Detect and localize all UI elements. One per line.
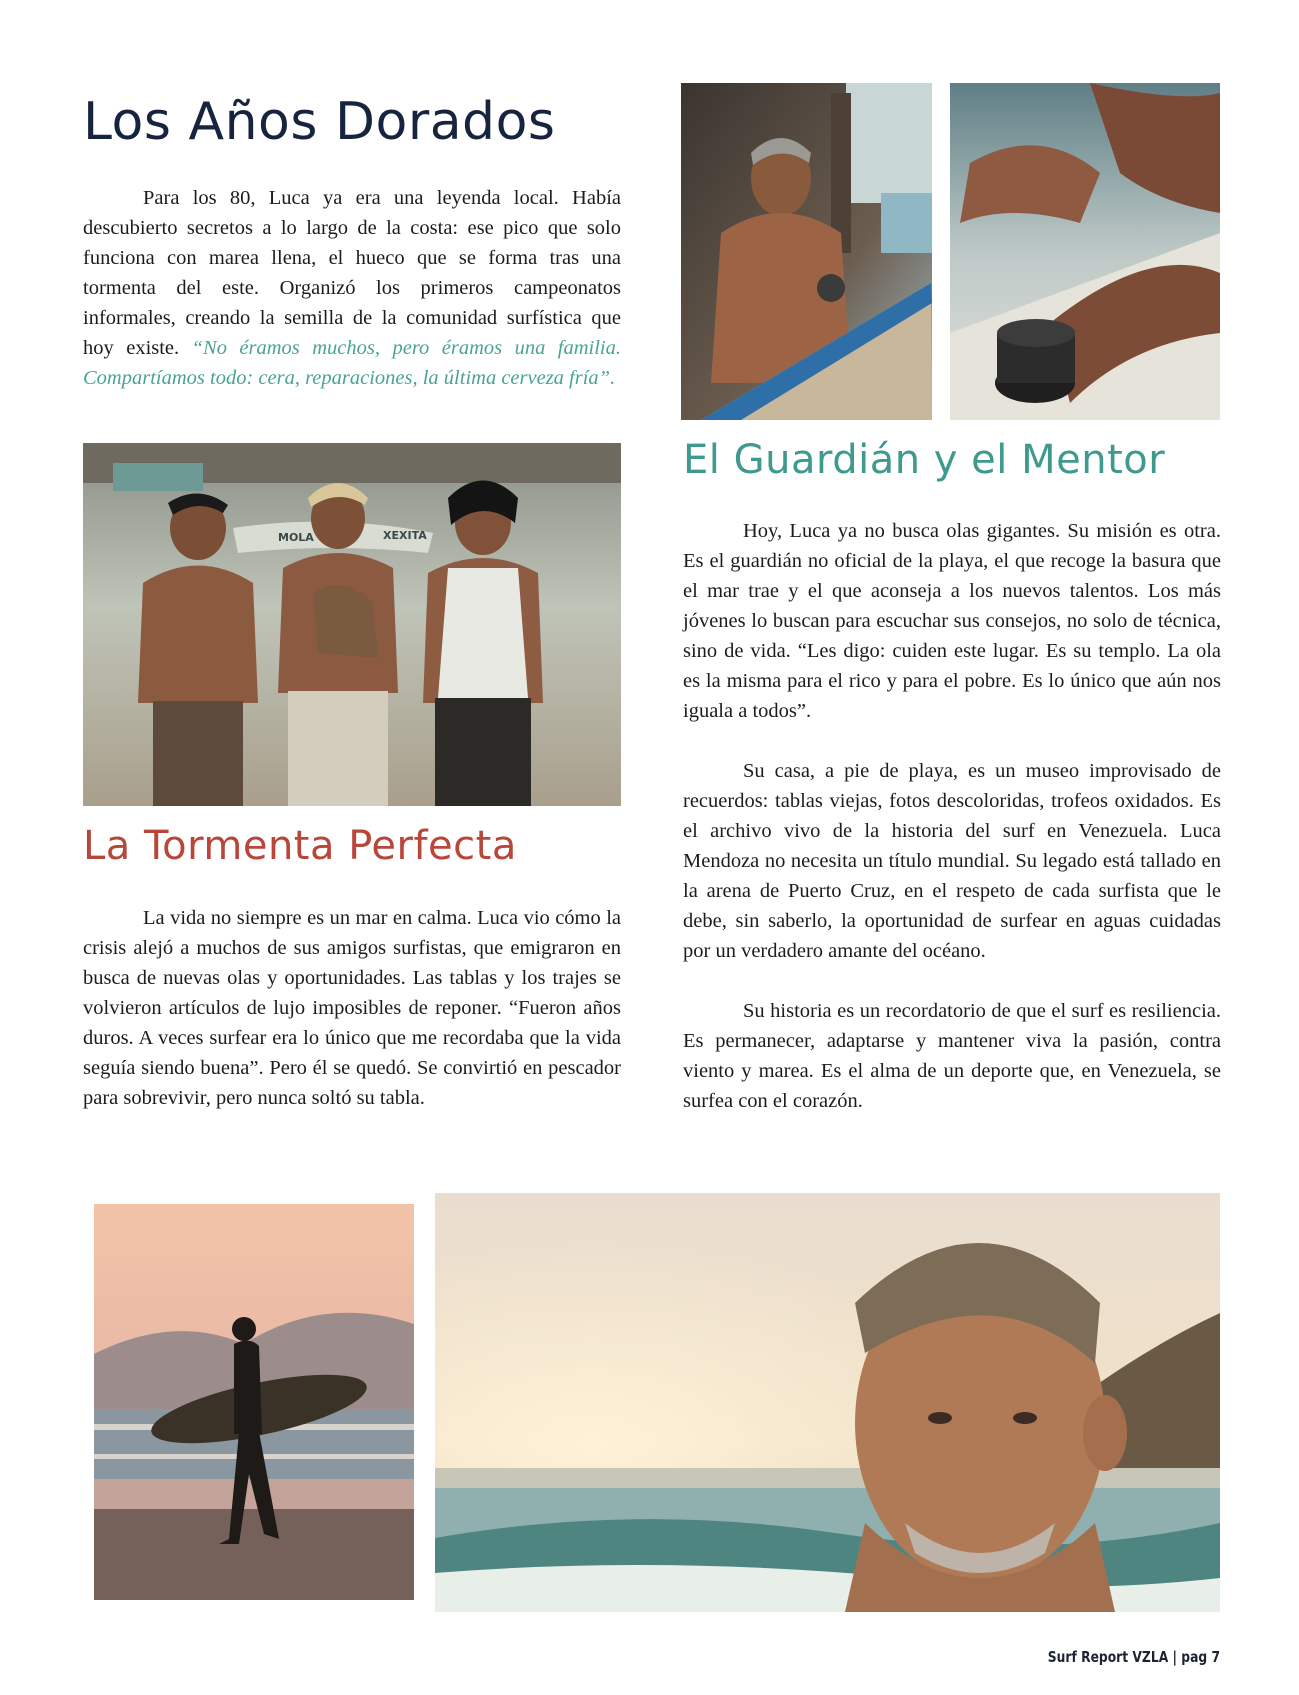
photo-hands-sanding-board — [950, 83, 1220, 420]
guardian-paragraph-3: Su historia es un recordatorio de que el surf es resiliencia. Es permanecer, adaptarse y mantener viva la pasión, contra viento y marea. Es el alma de un deporte que, en Venezuela, se surfea con el corazón. — [683, 1000, 1221, 1112]
perfect-storm-paragraph: La vida no siempre es un mar en calma. Luca vio cómo la crisis alejó a muchos de sus amigos surfistas, que emigraron en busca de nuevas olas y oportunidades. Las tablas y los trajes se volvieron artículos de lujo imposibles de reponer. “Fueron años duros. A veces surfear era lo único que me recordaba que la vida seguía siendo buena”. Pero él se quedó. Se convirtió en pescador para sobrevivir, pero nunca soltó su tabla. — [83, 907, 621, 1109]
section-title-golden-years: Los Años Dorados — [83, 92, 556, 152]
photo-surfer-silhouette-sunset — [94, 1204, 414, 1600]
page-footer: Surf Report VZLA | pag 7 — [1047, 1648, 1220, 1666]
boat-name-1: MOLA — [278, 531, 314, 544]
guardian-paragraph-2: Su casa, a pie de playa, es un museo improvisado de recuerdos: tablas viejas, fotos descoloridas, trofeos oxidados. Es el archivo vivo de la historia del surf en Venezuela. Luca Mendoza no necesita un título mundial. Su legado está tallado en la arena de Puerto Cruz, en el respeto de cada surfista que le debe, sin saberlo, la oportunidad de surfear en aguas cuidadas por un verdadero amante del océano. — [683, 760, 1221, 962]
golden-years-body: Para los 80, Luca ya era una leyenda local. Había descubierto secretos a lo largo de la costa: ese pico que solo funciona con marea llena, el hueco que se forma tras una tormenta del este. Organizó los primeros campeonatos informales, creando la semilla de la comunidad surfística que hoy existe. — [83, 187, 621, 359]
section-title-guardian: El Guardián y el Mentor — [683, 437, 1166, 483]
guardian-paragraph-1: Hoy, Luca ya no busca olas gigantes. Su misión es otra. Es el guardián no oficial de la playa, el que recoge la basura que el mar trae y el que aconseja a los nuevos talentos. Los más jóvenes lo buscan para escuchar sus consejos, no solo de técnica, sino de vida. “Les digo: cuiden este lugar. Es su templo. La ola es la misma para el rico y para el pobre. Es lo único que aún nos iguala a todos”. — [683, 520, 1221, 722]
photo-man-repairing-board — [681, 83, 932, 420]
golden-years-paragraph — [83, 183, 621, 393]
photo-older-surfer-portrait — [435, 1193, 1220, 1612]
section-title-perfect-storm: La Tormenta Perfecta — [83, 823, 517, 869]
boat-name-2: XEXITA — [383, 529, 427, 542]
golden-years-quote: “No éramos muchos, pero éramos una familia. Compartíamos todo: cera, reparaciones, la última cerveza fría”. — [83, 337, 622, 389]
photo-three-young-surfers — [83, 443, 621, 806]
